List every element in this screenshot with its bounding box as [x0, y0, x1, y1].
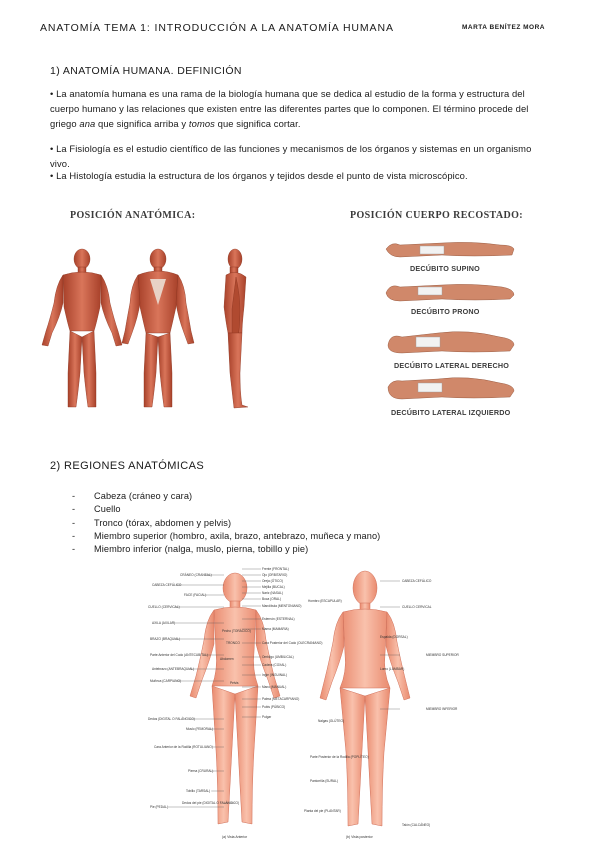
term-ana: ana — [79, 118, 96, 129]
anatomy-label: CABEZA CEFÁLICO — [402, 579, 432, 583]
anatomy-label: Pie (PEDAL) — [150, 805, 169, 809]
anatomy-label: Abdomen — [220, 657, 234, 661]
section1-heading: 1) ANATOMÍA HUMANA. DEFINICIÓN — [50, 65, 242, 77]
anatomy-label: AXILA (AXILAR) — [152, 621, 176, 625]
anatomy-label: Planta del pie (PLANTAR) — [304, 809, 341, 813]
definition-paragraph — [50, 86, 550, 131]
pose-label-supine: DECÚBITO SUPINO — [410, 264, 480, 273]
anatomy-label: Ingle (INGUINAL) — [262, 673, 287, 677]
anatomical-position-figure — [30, 245, 280, 413]
anatomy-label: Nariz (NASAL) — [262, 591, 283, 595]
anatomy-label: CUELLO CERVICAL — [402, 605, 432, 609]
anatomy-label: Dedos del pie (DIGITAL O FALÁNGICO) — [182, 801, 240, 805]
pose-label-prone: DECÚBITO PRONO — [411, 307, 480, 316]
anatomical-position-title: POSICIÓN ANATÓMICA: — [70, 210, 196, 221]
anatomy-label: Ombligo (UMBILICAL) — [262, 655, 294, 659]
anatomy-label: Pierna (CRURAL) — [188, 769, 214, 773]
anatomy-label: CUELLO (CERVICAL) — [148, 605, 180, 609]
anatomy-label: Hombro (ESCAPULAR) — [308, 599, 342, 603]
histology-paragraph: • La Histología estudia la estructura de los órganos y tejidos desde el punto de vista microscópico. — [50, 170, 468, 181]
anatomy-label: Lomo (LUMBAR) — [380, 667, 405, 671]
definition-text-b: que significa arriba y — [95, 118, 189, 129]
anatomy-label: Boca (ORAL) — [262, 597, 281, 601]
definition-text-a: • La anatomía humana es una rama de la biología humana que se dedica al estudio de la forma y estructura del cuerpo humano y las relaciones que existen entre las diferentes partes que lo componen. El término procede del griego — [50, 88, 529, 129]
section2-heading: 2) REGIONES ANATÓMICAS — [50, 460, 205, 472]
anatomy-label: Frente (FRONTAL) — [262, 567, 289, 571]
muscle-figure-front — [42, 249, 122, 407]
reclined-position-title: POSICIÓN CUERPO RECOSTADO: — [350, 210, 524, 221]
anatomy-label: Pecho (TORÁCICO) — [222, 629, 251, 633]
anatomy-label: Cara Posterior del Codo (OLECRANIANO) — [262, 641, 323, 645]
anatomy-label: Ojo (ORBITARIO) — [262, 573, 288, 577]
muscle-figure-side — [224, 249, 248, 408]
pose-prone — [386, 284, 514, 301]
list-item: - Tronco (tórax, abdomen y pelvis) — [72, 517, 380, 530]
anatomy-label: Pantorrilla (SURAL) — [310, 779, 338, 783]
anatomy-label: Mano (MANUAL) — [262, 685, 287, 689]
anatomy-label: Cara Anterior de la Rodilla (ROTULIANO) — [154, 745, 213, 749]
pose-lateral-left — [388, 378, 514, 399]
anatomy-label: MIEMBRO SUPERIOR — [426, 653, 459, 657]
anatomy-label: Muñeca (CARPIANO) — [150, 679, 181, 683]
pose-label-lateral-right: DECÚBITO LATERAL DERECHO — [394, 361, 510, 370]
anatomy-label: Parte Posterior de la Rodilla (POPLÍTEO) — [310, 755, 369, 759]
anatomy-label: CRÁNEO (CRANEAL) — [180, 573, 212, 577]
anatomy-label: Mejilla (BUCAL) — [262, 585, 285, 589]
anatomy-label: CABEZA CEFÁLICO — [152, 583, 182, 587]
list-item: - Cuello — [72, 503, 380, 516]
list-item: - Miembro superior (hombro, axila, brazo, antebrazo, muñeca y mano) — [72, 530, 380, 543]
anatomy-label: (b) Vista posterior — [346, 835, 373, 839]
anatomy-label: Esternón (ESTERNAL) — [262, 617, 295, 621]
body-back — [320, 571, 410, 826]
anatomy-label: Mandíbula (MENTONIANO) — [262, 604, 302, 608]
pose-label-lateral-left: DECÚBITO LATERAL IZQUIERDO — [391, 408, 511, 417]
anatomy-label: (a) Vista Anterior — [222, 835, 248, 839]
physiology-paragraph: • La Fisiología es el estudio científico de las funciones y mecanismos de los órganos y sistemas en un organismo vivo. — [50, 143, 532, 169]
anatomy-label: Palma (METACARPIANO) — [262, 697, 300, 701]
regions-list — [72, 490, 380, 556]
anatomy-label: Pubis (PÚBICO) — [262, 705, 286, 709]
list-item: - Miembro inferior (nalga, muslo, pierna, tobillo y pie) — [72, 543, 380, 556]
pose-supine — [386, 242, 514, 257]
anatomy-label: Muslo (FEMORAL) — [186, 727, 213, 731]
anatomy-label: Mama (MAMARIA) — [262, 627, 289, 631]
anatomy-label: Talón (CALCÁNEO) — [402, 823, 431, 827]
anatomy-label: Tobillo (TARSAL) — [186, 789, 211, 793]
anatomy-label: TRONCO — [226, 641, 240, 645]
anatomy-label: Espalda (DORSAL) — [380, 635, 408, 639]
author-name: MARTA BENÍTEZ MORA — [461, 24, 545, 31]
definition-text-c: que significa cortar. — [214, 118, 301, 129]
document-title: ANATOMÍA TEMA 1: INTRODUCCIÓN A LA ANATOMÍA HUMANA — [40, 22, 394, 34]
anatomy-label: FACE (FACIAL) — [184, 593, 207, 597]
term-tomos: tomos — [188, 118, 215, 129]
anatomical-regions-figure — [140, 560, 470, 842]
anatomy-label: Parte Anterior del Codo (ANTECUBITAL) — [150, 653, 208, 657]
anatomy-label: Pelvis — [230, 681, 239, 685]
anatomy-label: Cadera (COXAL) — [262, 663, 287, 667]
anatomy-label: BRAZO (BRAQUIAL) — [150, 637, 181, 641]
anatomy-label: Pulgar — [262, 715, 272, 719]
anatomy-label: Dedos (DIGITAL O FALÁNGICO) — [148, 717, 195, 721]
pose-lateral-right — [388, 332, 514, 353]
reclined-positions-figure — [382, 233, 522, 423]
anatomy-label: Nalgas (GLÚTEO) — [318, 719, 345, 723]
anatomy-label: Antebrazo (ANTEBRAQUIAL) — [152, 667, 195, 671]
anatomy-label: MIEMBRO INFERIOR — [426, 707, 458, 711]
anatomy-label: Oreja (ÓTICO) — [262, 579, 283, 583]
muscle-figure-back — [122, 249, 194, 407]
list-item: - Cabeza (cráneo y cara) — [72, 490, 380, 503]
